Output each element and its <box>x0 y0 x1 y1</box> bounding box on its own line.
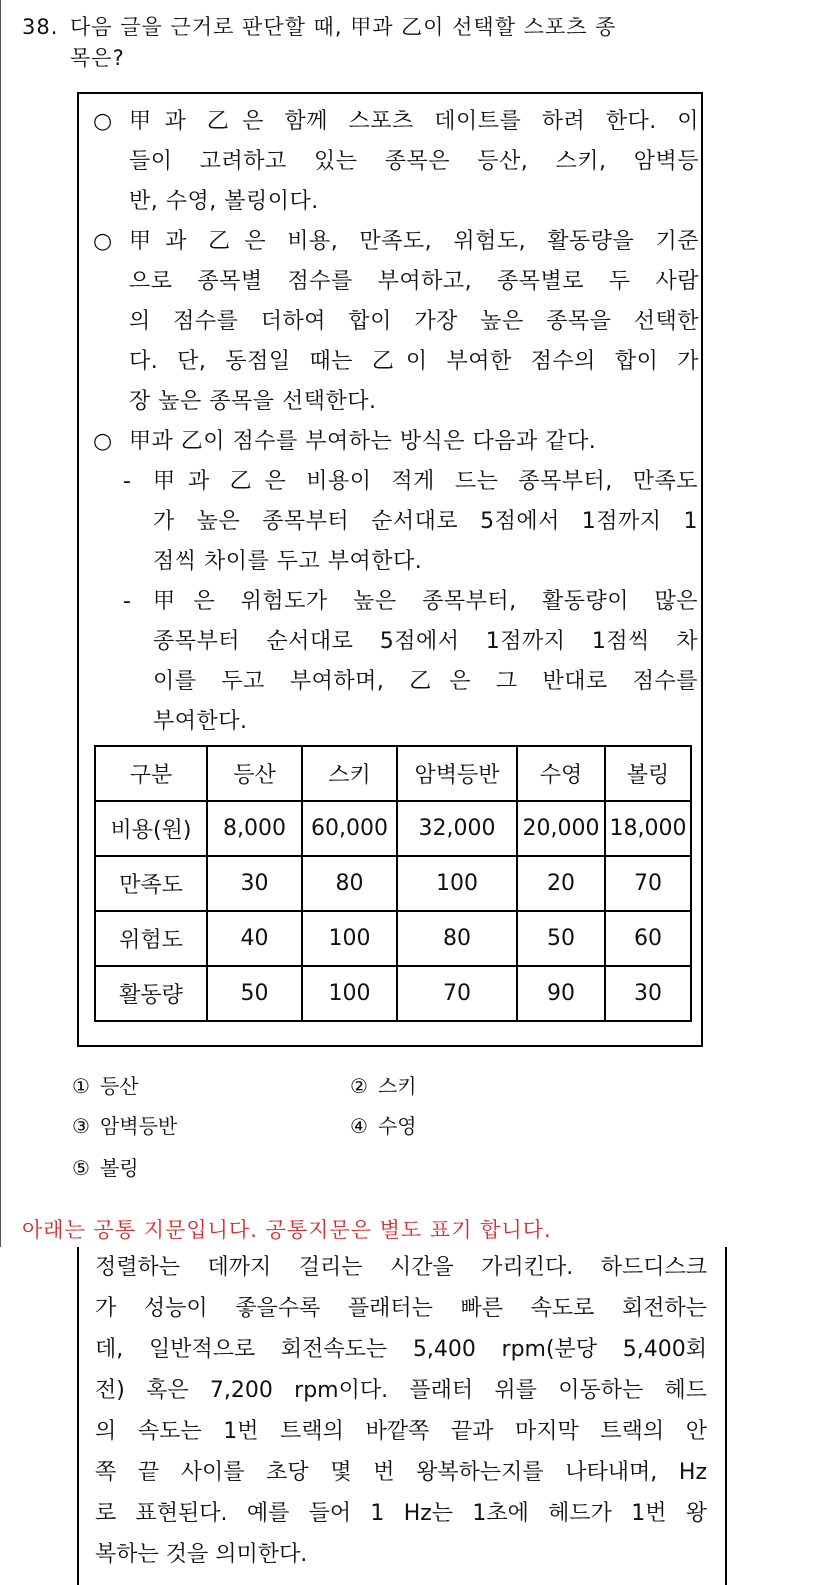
common-passage-line: 전) 혹은 7,200 rpm이다. 플래터 위를 이동하는 헤드 <box>95 1378 707 1403</box>
passage-line: 의 점수를 더하여 합이 가장 높은 종목을 선택한 <box>129 309 699 334</box>
choice-label: 수영 <box>377 1114 417 1138</box>
table-row <box>95 966 691 1021</box>
common-passage-box <box>77 1247 727 1585</box>
choice-label: 볼링 <box>99 1156 139 1180</box>
passage-line: 부여한다. <box>153 709 248 734</box>
passage-box <box>77 92 703 1047</box>
table-row-label: 비용(원) <box>95 801 207 856</box>
table-cell: 50 <box>517 911 605 966</box>
table-cell: 100 <box>302 966 397 1021</box>
table-header-cell: 등산 <box>207 746 302 801</box>
table-header-cell: 수영 <box>517 746 605 801</box>
passage-line: 반, 수영, 볼링이다. <box>129 189 319 214</box>
common-passage-notice: 아래는 공통 지문입니다. 공통지문은 별도 표기 합니다. <box>22 1218 552 1242</box>
circle-bullet-icon: ○ <box>93 109 113 134</box>
dash-bullet-icon: - <box>123 589 132 614</box>
passage-line: 甲과 乙은 비용이 적게 드는 종목부터, 만족도 <box>153 469 698 494</box>
table-row-label: 활동량 <box>95 966 207 1021</box>
choice-2[interactable] <box>350 1066 417 1106</box>
passage-line: 종목부터 순서대로 5점에서 1점까지 1점씩 차 <box>153 629 698 654</box>
common-passage-line: 의 속도는 1번 트랙의 바깥쪽 끝과 마지막 트랙의 안 <box>95 1419 707 1444</box>
common-passage-line: 복하는 것을 의미한다. <box>95 1542 308 1567</box>
passage-line: 으로 종목별 점수를 부여하고, 종목별로 두 사람 <box>129 269 699 294</box>
question-line-1 <box>22 12 742 43</box>
table-row-label: 위험도 <box>95 911 207 966</box>
common-passage-line: 가 성능이 좋을수록 플래터는 빠른 속도로 회전하는 <box>95 1296 707 1321</box>
question-stem <box>22 12 742 74</box>
passage-line: 甲과 乙이 점수를 부여하는 방식은 다음과 같다. <box>129 429 597 454</box>
passage-line: 점씩 차이를 두고 부여한다. <box>153 549 423 574</box>
table-cell: 18,000 <box>605 801 691 856</box>
choice-1[interactable] <box>72 1066 139 1106</box>
score-table <box>94 745 692 1022</box>
circled-number-4-icon: ④ <box>350 1114 368 1138</box>
common-passage-line: 정렬하는 데까지 걸리는 시간을 가리킨다. 하드디스크 <box>95 1255 707 1280</box>
circled-number-1-icon: ① <box>72 1074 90 1098</box>
table-row <box>95 856 691 911</box>
table-header-row <box>95 746 691 801</box>
choice-label: 암벽등반 <box>99 1114 178 1138</box>
table-cell: 90 <box>517 966 605 1021</box>
choice-3[interactable] <box>72 1106 177 1146</box>
circled-number-2-icon: ② <box>350 1074 368 1098</box>
table-cell: 20,000 <box>517 801 605 856</box>
passage-line: 甲은 위험도가 높은 종목부터, 활동량이 많은 <box>153 589 698 614</box>
choice-label: 스키 <box>377 1074 417 1098</box>
passage-line: 이를 두고 부여하며, 乙은 그 반대로 점수를 <box>153 669 698 694</box>
common-passage-line: 로 표현된다. 예를 들어 1 Hz는 1초에 헤드가 1번 왕 <box>95 1501 707 1526</box>
question-text-2: 목은? <box>70 46 125 70</box>
page-left-border <box>0 0 1 1247</box>
passage-line: 장 높은 종목을 선택한다. <box>129 389 377 414</box>
table-cell: 70 <box>605 856 691 911</box>
choice-4[interactable] <box>350 1106 417 1146</box>
table-cell: 8,000 <box>207 801 302 856</box>
table-cell: 80 <box>302 856 397 911</box>
circle-bullet-icon: ○ <box>93 429 113 454</box>
table-row <box>95 911 691 966</box>
table-cell: 30 <box>605 966 691 1021</box>
table-cell: 32,000 <box>397 801 517 856</box>
table-cell: 20 <box>517 856 605 911</box>
table-cell: 70 <box>397 966 517 1021</box>
table-header-cell: 구분 <box>95 746 207 801</box>
passage-line: 甲과 乙은 함께 스포츠 데이트를 하려 한다. 이 <box>129 109 699 134</box>
choice-5[interactable] <box>72 1148 139 1188</box>
table-cell: 100 <box>302 911 397 966</box>
table-cell: 30 <box>207 856 302 911</box>
table-cell: 100 <box>397 856 517 911</box>
question-number: 38. <box>22 15 59 39</box>
circle-bullet-icon: ○ <box>93 229 113 254</box>
table-cell: 40 <box>207 911 302 966</box>
question-text-1: 다음 글을 근거로 판단할 때, 甲과 乙이 선택할 스포츠 종 <box>70 15 617 39</box>
table-cell: 80 <box>397 911 517 966</box>
table-row <box>95 801 691 856</box>
common-passage-line: 쪽 끝 사이를 초당 몇 번 왕복하는지를 나타내며, Hz <box>95 1460 707 1485</box>
table-row-label: 만족도 <box>95 856 207 911</box>
table-header-cell: 암벽등반 <box>397 746 517 801</box>
passage-line: 가 높은 종목부터 순서대로 5점에서 1점까지 1 <box>153 509 698 534</box>
passage-line: 다. 단, 동점일 때는 乙이 부여한 점수의 합이 가 <box>129 349 699 374</box>
circled-number-3-icon: ③ <box>72 1114 90 1138</box>
table-cell: 50 <box>207 966 302 1021</box>
table-cell: 60 <box>605 911 691 966</box>
dash-bullet-icon: - <box>123 469 132 494</box>
passage-line: 들이 고려하고 있는 종목은 등산, 스키, 암벽등 <box>129 149 699 174</box>
choice-label: 등산 <box>99 1074 139 1098</box>
table-header-cell: 스키 <box>302 746 397 801</box>
passage-line: 甲과 乙은 비용, 만족도, 위험도, 활동량을 기준 <box>129 229 699 254</box>
circled-number-5-icon: ⑤ <box>72 1156 90 1180</box>
common-passage-line: 데, 일반적으로 회전속도는 5,400 rpm(분당 5,400회 <box>95 1337 707 1362</box>
table-cell: 60,000 <box>302 801 397 856</box>
table-header-cell: 볼링 <box>605 746 691 801</box>
